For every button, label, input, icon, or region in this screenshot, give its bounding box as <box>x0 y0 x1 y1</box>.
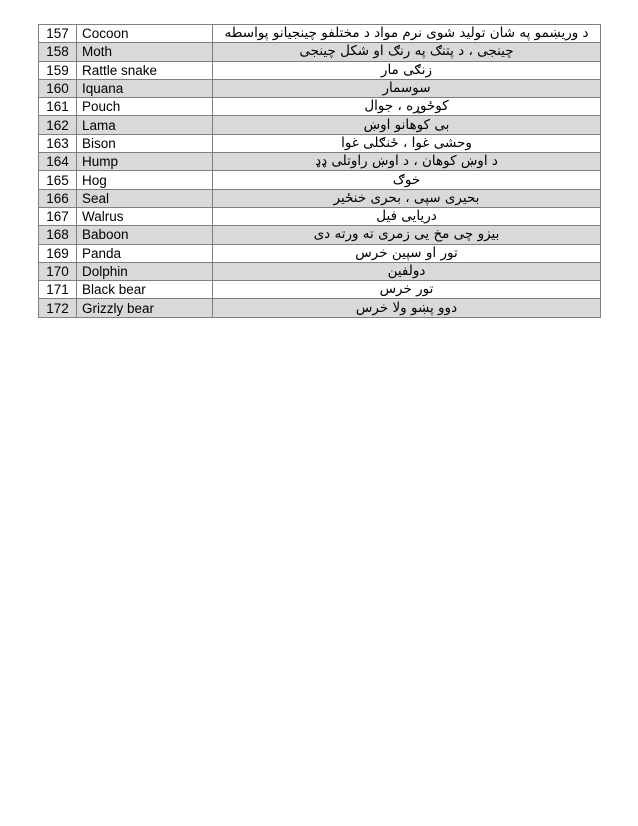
english-term: Moth <box>77 43 213 61</box>
english-term: Panda <box>77 244 213 262</box>
english-term: Walrus <box>77 207 213 225</box>
english-term: Grizzly bear <box>77 299 213 317</box>
english-term: Bison <box>77 134 213 152</box>
english-term: Iquana <box>77 79 213 97</box>
row-number: 171 <box>39 281 77 299</box>
pashto-translation: تور خرس <box>213 281 601 299</box>
pashto-translation: بی کوهانو اوښ <box>213 116 601 134</box>
table-row <box>39 244 601 262</box>
row-number: 162 <box>39 116 77 134</box>
row-number: 161 <box>39 98 77 116</box>
vocabulary-table <box>38 24 601 318</box>
english-term: Pouch <box>77 98 213 116</box>
table-row <box>39 116 601 134</box>
english-term: Hog <box>77 171 213 189</box>
english-term: Black bear <box>77 281 213 299</box>
row-number: 164 <box>39 153 77 171</box>
pashto-translation: خوګ <box>213 171 601 189</box>
row-number: 157 <box>39 25 77 43</box>
row-number: 166 <box>39 189 77 207</box>
table-row <box>39 299 601 317</box>
english-term: Dolphin <box>77 262 213 280</box>
table-row <box>39 171 601 189</box>
pashto-translation: بیزو چی مخ یی زمری ته ورته دی <box>213 226 601 244</box>
pashto-translation: زنګی مار <box>213 61 601 79</box>
row-number: 169 <box>39 244 77 262</box>
english-term: Cocoon <box>77 25 213 43</box>
pashto-translation: چینجی ، د پتنګ په رنګ او شکل چینجی <box>213 43 601 61</box>
table-row <box>39 207 601 225</box>
table-row <box>39 25 601 43</box>
table-row <box>39 98 601 116</box>
english-term: Hump <box>77 153 213 171</box>
table-row <box>39 226 601 244</box>
pashto-translation: تور او سپین خرس <box>213 244 601 262</box>
table-row <box>39 43 601 61</box>
english-term: Baboon <box>77 226 213 244</box>
pashto-translation: بحیری سپی ، بحری خنځیر <box>213 189 601 207</box>
table-row <box>39 189 601 207</box>
row-number: 163 <box>39 134 77 152</box>
pashto-translation: دریایی فیل <box>213 207 601 225</box>
pashto-translation: دوو پښو ولا خرس <box>213 299 601 317</box>
row-number: 168 <box>39 226 77 244</box>
english-term: Lama <box>77 116 213 134</box>
row-number: 165 <box>39 171 77 189</box>
row-number: 158 <box>39 43 77 61</box>
row-number: 170 <box>39 262 77 280</box>
table-row <box>39 281 601 299</box>
english-term: Seal <box>77 189 213 207</box>
table-row <box>39 153 601 171</box>
row-number: 159 <box>39 61 77 79</box>
pashto-translation: سوسمار <box>213 79 601 97</box>
row-number: 160 <box>39 79 77 97</box>
pashto-translation: د وریښمو په شان تولید شوی نرم مواد د مختلفو چینجیانو پواسطه <box>213 25 601 43</box>
pashto-translation: وحشی غوا ، ځنګلی غوا <box>213 134 601 152</box>
row-number: 172 <box>39 299 77 317</box>
table-row <box>39 79 601 97</box>
pashto-translation: دولفین <box>213 262 601 280</box>
pashto-translation: د اوښ کوهان ، د اوښ راوتلی ډډ <box>213 153 601 171</box>
row-number: 167 <box>39 207 77 225</box>
table-row <box>39 134 601 152</box>
pashto-translation: کوځوړه ، جوال <box>213 98 601 116</box>
table-row <box>39 262 601 280</box>
table-row <box>39 61 601 79</box>
english-term: Rattle snake <box>77 61 213 79</box>
